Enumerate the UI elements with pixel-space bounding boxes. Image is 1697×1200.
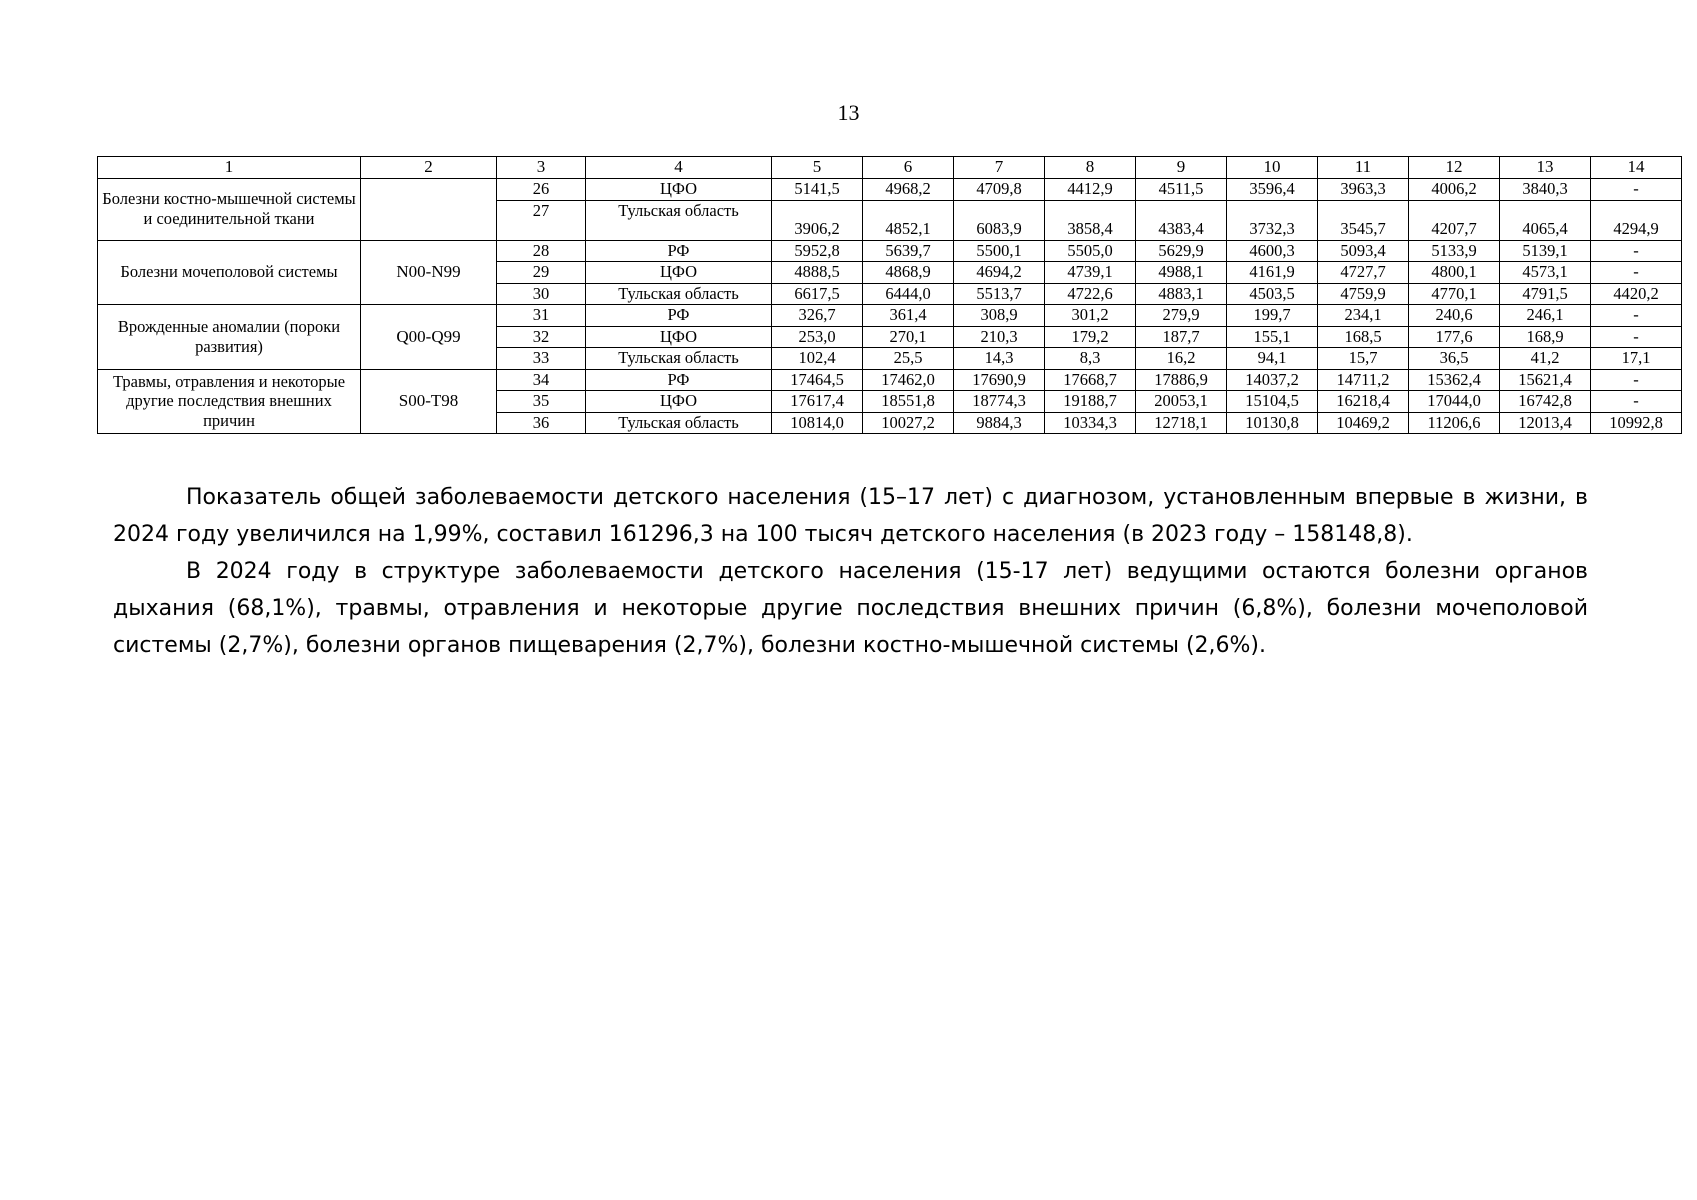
- value-cell: 5952,8: [772, 240, 863, 262]
- column-header: 9: [1136, 157, 1227, 179]
- value-cell: 14711,2: [1318, 369, 1409, 391]
- value-cell: 3732,3: [1227, 200, 1318, 240]
- value-cell: -: [1591, 305, 1682, 327]
- value-cell: 3858,4: [1045, 200, 1136, 240]
- value-cell: 4573,1: [1500, 262, 1591, 284]
- value-cell: 4759,9: [1318, 283, 1409, 305]
- value-cell: 17044,0: [1409, 391, 1500, 413]
- icd-code-cell: Q00-Q99: [361, 305, 497, 370]
- statistics-table: [97, 156, 1682, 434]
- value-cell: 4968,2: [863, 179, 954, 201]
- region-cell: Тульская область: [586, 348, 772, 370]
- value-cell: 240,6: [1409, 305, 1500, 327]
- value-cell: 4868,9: [863, 262, 954, 284]
- value-cell: 4852,1: [863, 200, 954, 240]
- paragraph: В 2024 году в структуре заболеваемости детского населения (15-17 лет) ведущими остаются болезни органов дыхания (68,1%), травмы, отравления и некоторые другие последствия внешних причин (6,8%), болезни мочеполовой системы (2,7%), болезни органов пищеварения (2,7%), болезни костно-мышечной системы (2,6%).: [113, 559, 1588, 658]
- value-cell: 3545,7: [1318, 200, 1409, 240]
- value-cell: 179,2: [1045, 326, 1136, 348]
- value-cell: 5133,9: [1409, 240, 1500, 262]
- table-body: [98, 179, 1682, 434]
- table-row: [98, 305, 1682, 327]
- value-cell: 4791,5: [1500, 283, 1591, 305]
- value-cell: 168,5: [1318, 326, 1409, 348]
- value-cell: 361,4: [863, 305, 954, 327]
- region-cell: РФ: [586, 240, 772, 262]
- value-cell: 253,0: [772, 326, 863, 348]
- row-number-cell: 32: [497, 326, 586, 348]
- value-cell: 4694,2: [954, 262, 1045, 284]
- value-cell: 155,1: [1227, 326, 1318, 348]
- value-cell: 17886,9: [1136, 369, 1227, 391]
- value-cell: 10469,2: [1318, 412, 1409, 434]
- value-cell: 234,1: [1318, 305, 1409, 327]
- value-cell: 16,2: [1136, 348, 1227, 370]
- value-cell: 3963,3: [1318, 179, 1409, 201]
- column-header: 10: [1227, 157, 1318, 179]
- value-cell: 210,3: [954, 326, 1045, 348]
- table-row: [98, 240, 1682, 262]
- value-cell: 17,1: [1591, 348, 1682, 370]
- column-header: 13: [1500, 157, 1591, 179]
- value-cell: 14,3: [954, 348, 1045, 370]
- value-cell: 9884,3: [954, 412, 1045, 434]
- value-cell: -: [1591, 391, 1682, 413]
- row-number-cell: 31: [497, 305, 586, 327]
- value-cell: 4727,7: [1318, 262, 1409, 284]
- value-cell: 16218,4: [1318, 391, 1409, 413]
- row-number-cell: 29: [497, 262, 586, 284]
- disease-group-cell: Болезни костно-мышечной системы и соединительной ткани: [98, 179, 361, 241]
- value-cell: 10992,8: [1591, 412, 1682, 434]
- value-cell: 4383,4: [1136, 200, 1227, 240]
- value-cell: 102,4: [772, 348, 863, 370]
- value-cell: 18551,8: [863, 391, 954, 413]
- row-number-cell: 34: [497, 369, 586, 391]
- value-cell: 4739,1: [1045, 262, 1136, 284]
- value-cell: 15362,4: [1409, 369, 1500, 391]
- value-cell: 4420,2: [1591, 283, 1682, 305]
- value-cell: 4207,7: [1409, 200, 1500, 240]
- value-cell: 17464,5: [772, 369, 863, 391]
- value-cell: 18774,3: [954, 391, 1045, 413]
- value-cell: 199,7: [1227, 305, 1318, 327]
- region-cell: ЦФО: [586, 326, 772, 348]
- value-cell: 270,1: [863, 326, 954, 348]
- column-header: 11: [1318, 157, 1409, 179]
- value-cell: 4503,5: [1227, 283, 1318, 305]
- value-cell: 308,9: [954, 305, 1045, 327]
- value-cell: -: [1591, 262, 1682, 284]
- value-cell: 41,2: [1500, 348, 1591, 370]
- region-cell: ЦФО: [586, 179, 772, 201]
- region-cell: РФ: [586, 369, 772, 391]
- value-cell: 177,6: [1409, 326, 1500, 348]
- value-cell: 6083,9: [954, 200, 1045, 240]
- value-cell: 4294,9: [1591, 200, 1682, 240]
- column-header: 8: [1045, 157, 1136, 179]
- value-cell: 8,3: [1045, 348, 1136, 370]
- value-cell: 187,7: [1136, 326, 1227, 348]
- value-cell: 4006,2: [1409, 179, 1500, 201]
- value-cell: 10334,3: [1045, 412, 1136, 434]
- column-header: 14: [1591, 157, 1682, 179]
- value-cell: -: [1591, 369, 1682, 391]
- value-cell: 12013,4: [1500, 412, 1591, 434]
- value-cell: 4888,5: [772, 262, 863, 284]
- row-number-cell: 30: [497, 283, 586, 305]
- value-cell: -: [1591, 326, 1682, 348]
- icd-code-cell: S00-T98: [361, 369, 497, 434]
- region-cell: РФ: [586, 305, 772, 327]
- row-number-cell: 26: [497, 179, 586, 201]
- column-header: 2: [361, 157, 497, 179]
- value-cell: 246,1: [1500, 305, 1591, 327]
- row-number-cell: 27: [497, 200, 586, 240]
- value-cell: 168,9: [1500, 326, 1591, 348]
- value-cell: -: [1591, 179, 1682, 201]
- value-cell: 279,9: [1136, 305, 1227, 327]
- body-text: [113, 479, 1588, 664]
- column-header: 1: [98, 157, 361, 179]
- value-cell: 5505,0: [1045, 240, 1136, 262]
- value-cell: 5513,7: [954, 283, 1045, 305]
- value-cell: 4511,5: [1136, 179, 1227, 201]
- value-cell: 36,5: [1409, 348, 1500, 370]
- value-cell: 12718,1: [1136, 412, 1227, 434]
- value-cell: 5629,9: [1136, 240, 1227, 262]
- column-header: 4: [586, 157, 772, 179]
- region-cell: Тульская область: [586, 283, 772, 305]
- value-cell: -: [1591, 240, 1682, 262]
- value-cell: 4709,8: [954, 179, 1045, 201]
- value-cell: 4412,9: [1045, 179, 1136, 201]
- value-cell: 10130,8: [1227, 412, 1318, 434]
- region-cell: ЦФО: [586, 391, 772, 413]
- value-cell: 3840,3: [1500, 179, 1591, 201]
- value-cell: 4883,1: [1136, 283, 1227, 305]
- value-cell: 4800,1: [1409, 262, 1500, 284]
- value-cell: 3596,4: [1227, 179, 1318, 201]
- value-cell: 17617,4: [772, 391, 863, 413]
- value-cell: 15,7: [1318, 348, 1409, 370]
- value-cell: 6617,5: [772, 283, 863, 305]
- value-cell: 15104,5: [1227, 391, 1318, 413]
- value-cell: 4161,9: [1227, 262, 1318, 284]
- disease-group-cell: Болезни мочеполовой системы: [98, 240, 361, 305]
- disease-group-cell: Травмы, отравления и некоторые другие последствия внешних причин: [98, 369, 361, 434]
- region-cell: Тульская область: [586, 412, 772, 434]
- value-cell: 15621,4: [1500, 369, 1591, 391]
- value-cell: 17690,9: [954, 369, 1045, 391]
- value-cell: 4600,3: [1227, 240, 1318, 262]
- row-number-cell: 33: [497, 348, 586, 370]
- column-header: 6: [863, 157, 954, 179]
- value-cell: 3906,2: [772, 200, 863, 240]
- value-cell: 4065,4: [1500, 200, 1591, 240]
- column-header: 12: [1409, 157, 1500, 179]
- page-number: 13: [837, 100, 860, 125]
- value-cell: 4722,6: [1045, 283, 1136, 305]
- column-header: 3: [497, 157, 586, 179]
- value-cell: 6444,0: [863, 283, 954, 305]
- table-header: [98, 157, 1682, 179]
- icd-code-cell: N00-N99: [361, 240, 497, 305]
- value-cell: 10814,0: [772, 412, 863, 434]
- value-cell: 5093,4: [1318, 240, 1409, 262]
- table-row: [98, 179, 1682, 201]
- value-cell: 10027,2: [863, 412, 954, 434]
- value-cell: 326,7: [772, 305, 863, 327]
- paragraph: Показатель общей заболеваемости детского населения (15–17 лет) с диагнозом, установленным впервые в жизни, в 2024 году увеличился на 1,99%, составил 161296,3 на 100 тысяч детского населения (в 2023 году – 158148,8).: [113, 485, 1588, 547]
- region-cell: ЦФО: [586, 262, 772, 284]
- table-row: [98, 369, 1682, 391]
- value-cell: 5639,7: [863, 240, 954, 262]
- value-cell: 20053,1: [1136, 391, 1227, 413]
- column-header: 5: [772, 157, 863, 179]
- value-cell: 301,2: [1045, 305, 1136, 327]
- value-cell: 4988,1: [1136, 262, 1227, 284]
- icd-code-cell: [361, 179, 497, 241]
- value-cell: 5139,1: [1500, 240, 1591, 262]
- value-cell: 94,1: [1227, 348, 1318, 370]
- value-cell: 19188,7: [1045, 391, 1136, 413]
- region-cell: Тульская область: [586, 200, 772, 240]
- row-number-cell: 35: [497, 391, 586, 413]
- value-cell: 5500,1: [954, 240, 1045, 262]
- value-cell: 14037,2: [1227, 369, 1318, 391]
- value-cell: 5141,5: [772, 179, 863, 201]
- value-cell: 16742,8: [1500, 391, 1591, 413]
- header-row: [98, 157, 1682, 179]
- value-cell: 17668,7: [1045, 369, 1136, 391]
- value-cell: 11206,6: [1409, 412, 1500, 434]
- value-cell: 17462,0: [863, 369, 954, 391]
- disease-group-cell: Врожденные аномалии (пороки развития): [98, 305, 361, 370]
- row-number-cell: 36: [497, 412, 586, 434]
- row-number-cell: 28: [497, 240, 586, 262]
- value-cell: 4770,1: [1409, 283, 1500, 305]
- column-header: 7: [954, 157, 1045, 179]
- value-cell: 25,5: [863, 348, 954, 370]
